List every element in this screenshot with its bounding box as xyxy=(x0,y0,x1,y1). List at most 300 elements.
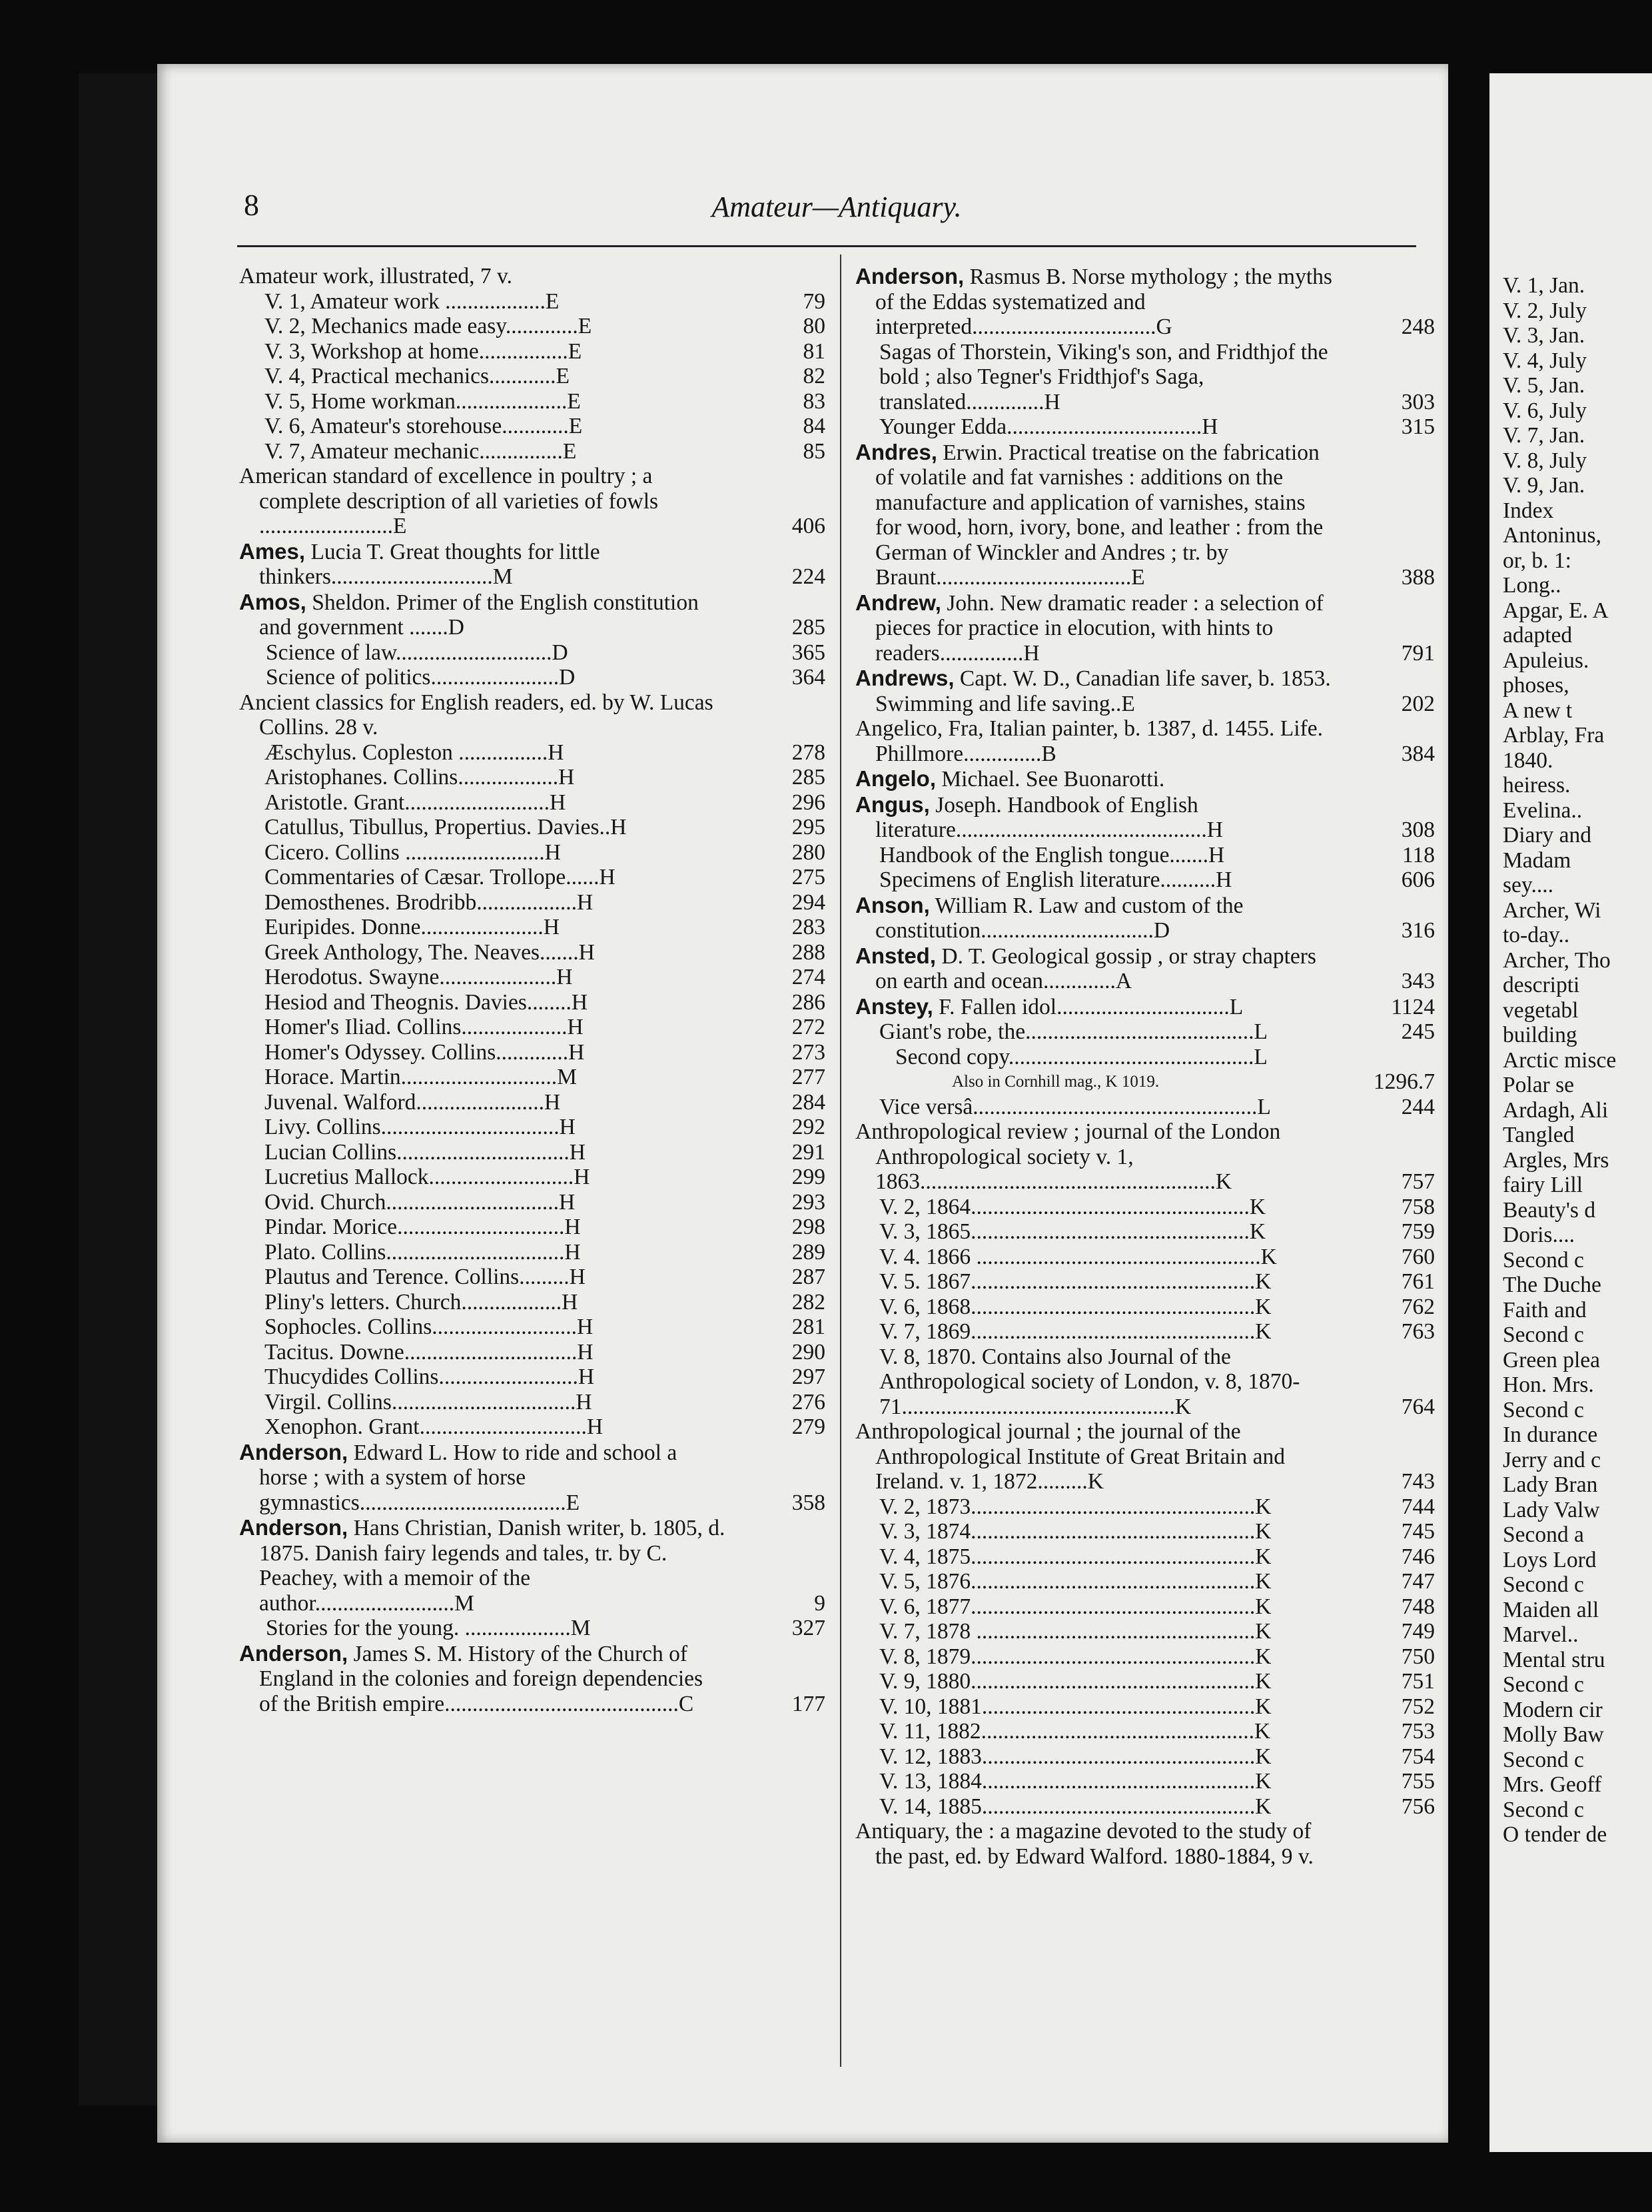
entry-text: D. T. Geological gossip , or stray chapters on earth and ocean.............A xyxy=(875,943,1316,993)
shelf-number: 272 xyxy=(791,1015,825,1039)
catalogue-entry xyxy=(855,943,1435,994)
entry-text: Thucydides Collins.........................H xyxy=(264,1365,595,1389)
shelf-number: 745 xyxy=(1401,1519,1435,1544)
catalogue-entry xyxy=(855,1295,1435,1320)
entry-text: Tacitus. Downe...............................H xyxy=(264,1339,594,1365)
facing-page-line: In durance xyxy=(1503,1422,1598,1447)
entry-text: Euripides. Donne......................H xyxy=(264,915,560,939)
entry-text: Capt. W. D., Canadian life saver, b. 1853. Swimming and life saving..E xyxy=(875,666,1331,716)
catalogue-entry xyxy=(855,1219,1435,1245)
entry-text: V. 5, Home workman....................E xyxy=(264,388,581,414)
entry-author: Anderson, xyxy=(239,1515,348,1540)
entry-text: V. 6, Amateur's storehouse............E xyxy=(264,414,583,438)
catalogue-entry xyxy=(239,414,825,439)
facing-page-line: Modern cir xyxy=(1503,1697,1603,1722)
shelf-number: 343 xyxy=(1401,969,1435,993)
shelf-number: 751 xyxy=(1401,1669,1435,1694)
entry-text: Homer's Iliad. Collins...................H xyxy=(264,1015,584,1039)
entry-author: Anderson, xyxy=(239,1640,348,1666)
shelf-number: 274 xyxy=(791,965,825,989)
shelf-number: 606 xyxy=(1401,867,1435,892)
facing-page-line: Loys Lord xyxy=(1503,1547,1597,1572)
facing-page-line: vegetabl xyxy=(1503,997,1579,1023)
shelf-number: 365 xyxy=(791,640,825,665)
catalogue-entry xyxy=(239,1414,825,1440)
shelf-number: 316 xyxy=(1401,918,1435,943)
entry-text: Commentaries of Cæsar. Trollope......H xyxy=(264,865,616,889)
facing-page-line: Evelina.. xyxy=(1503,798,1583,823)
facing-page-line: Faith and xyxy=(1503,1297,1587,1323)
shelf-number: 761 xyxy=(1401,1269,1435,1294)
shelf-number: 286 xyxy=(791,989,825,1015)
catalogue-entry xyxy=(239,840,825,865)
shelf-number: 292 xyxy=(791,1115,825,1139)
catalogue-entry xyxy=(855,1519,1435,1544)
entry-text: Pindar. Morice..............................H xyxy=(264,1215,581,1239)
catalogue-entry xyxy=(239,539,825,590)
entry-text: Anthropological journal ; the journal of the Anthropological Institute of Great Britain and Ireland. v. 1, 1872.........K xyxy=(855,1419,1285,1494)
shelf-number: 282 xyxy=(791,1289,825,1315)
facing-page-line: Mental stru xyxy=(1503,1647,1605,1672)
facing-page-line: Lady Bran xyxy=(1503,1472,1598,1497)
catalogue-entry xyxy=(855,1619,1435,1644)
entry-text: V. 12, 1883.................................................K xyxy=(879,1744,1272,1769)
entry-text: Aristotle. Grant..........................H xyxy=(264,790,566,815)
shelf-number: 752 xyxy=(1401,1694,1435,1719)
entry-text: V. 3, 1874...................................................K xyxy=(879,1519,1272,1544)
shelf-number: 749 xyxy=(1401,1619,1435,1644)
entry-text: Michael. See Buonarotti. xyxy=(936,767,1165,792)
shelf-number: 289 xyxy=(791,1239,825,1265)
shelf-number: 275 xyxy=(791,865,825,889)
entry-text: V. 4, 1875...................................................K xyxy=(879,1544,1272,1569)
catalogue-entry xyxy=(855,1345,1435,1420)
catalogue-entry xyxy=(239,1140,825,1165)
facing-page-line: Jerry and c xyxy=(1503,1447,1601,1472)
facing-page-line: Apuleius. xyxy=(1503,648,1589,673)
facing-page-line: phoses, xyxy=(1503,673,1569,698)
facing-page-line: or, b. 1: xyxy=(1503,548,1571,573)
entry-text: V. 2, Mechanics made easy.............E xyxy=(264,314,592,338)
catalogue-entry xyxy=(855,1644,1435,1670)
entry-text: V. 2, 1873...................................................K xyxy=(879,1494,1272,1519)
facing-page-line: V. 1, Jan. xyxy=(1503,273,1585,298)
facing-page-line: Second c xyxy=(1503,1747,1584,1772)
catalogue-entry xyxy=(239,439,825,464)
catalogue-entry xyxy=(239,364,825,389)
facing-page-line: 1840. xyxy=(1503,748,1553,773)
shelf-number: 80 xyxy=(803,314,825,338)
shelf-number: 83 xyxy=(803,388,825,414)
catalogue-entry xyxy=(855,893,1435,943)
facing-page-line: Polar se xyxy=(1503,1073,1574,1097)
shelf-number: 757 xyxy=(1401,1169,1435,1194)
facing-page-line: Argles, Mrs xyxy=(1503,1147,1609,1173)
catalogue-entry xyxy=(239,1315,825,1340)
entry-text: Younger Edda...................................H xyxy=(879,414,1218,439)
entry-text: Stories for the young. ...................M xyxy=(266,1616,591,1640)
catalogue-entry xyxy=(855,1769,1435,1794)
shelf-number: 118 xyxy=(1402,842,1435,867)
catalogue-entry xyxy=(239,865,825,890)
catalogue-entry xyxy=(239,1440,825,1516)
entry-author: Angelo, xyxy=(855,766,936,791)
entry-text: V. 8, 1879...................................................K xyxy=(879,1644,1272,1669)
facing-page-line: V. 7, Jan. xyxy=(1503,423,1585,448)
shelf-number: 290 xyxy=(791,1339,825,1365)
facing-page-column xyxy=(1503,273,1652,1848)
shelf-number: 763 xyxy=(1401,1319,1435,1344)
shelf-number: 756 xyxy=(1401,1794,1435,1819)
catalogue-entry xyxy=(239,1165,825,1190)
entry-text: Homer's Odyssey. Collins.............H xyxy=(264,1039,585,1065)
entry-text: Anthropological review ; journal of the London Anthropological society v. 1, 1863.....................................................K xyxy=(855,1119,1281,1194)
facing-page-line: V. 8, July xyxy=(1503,448,1587,473)
facing-page-line: Second c xyxy=(1503,1572,1584,1597)
entry-author: Ames, xyxy=(239,538,306,564)
entry-text: V. 6, 1868...................................................K xyxy=(879,1294,1272,1319)
catalogue-entry xyxy=(855,1669,1435,1694)
shelf-number: 224 xyxy=(791,564,825,589)
catalogue-entry xyxy=(855,1095,1435,1120)
entry-note: Also in Cornhill mag., K 1019. xyxy=(952,1073,1160,1091)
entry-author: Anson, xyxy=(855,892,930,917)
entry-author: Anderson, xyxy=(239,1439,348,1464)
catalogue-entry xyxy=(239,1616,825,1641)
entry-text: Plato. Collins................................H xyxy=(264,1239,581,1265)
entry-text: Virgil. Collins.................................H xyxy=(264,1389,592,1414)
catalogue-entry xyxy=(239,1641,825,1717)
shelf-number: 384 xyxy=(1401,741,1435,766)
shelf-number: 748 xyxy=(1401,1594,1435,1619)
shelf-number: 177 xyxy=(791,1691,825,1716)
facing-page-line: V. 4, July xyxy=(1503,348,1587,373)
facing-page-line: Madam xyxy=(1503,847,1571,873)
entry-author: Anstey, xyxy=(855,993,933,1019)
shelf-number: 744 xyxy=(1401,1494,1435,1519)
entry-text: Specimens of English literature..........H xyxy=(879,867,1232,892)
entry-author: Andrew, xyxy=(855,590,941,615)
facing-page-line: Marvel.. xyxy=(1503,1622,1579,1647)
right-column xyxy=(855,264,1435,1869)
running-title: Amateur—Antiquary. xyxy=(711,191,962,223)
catalogue-entry xyxy=(855,1119,1435,1195)
catalogue-entry xyxy=(239,1090,825,1115)
entry-text: Rasmus B. Norse mythology ; the myths of the Eddas systematized and interpreted.................................G xyxy=(875,265,1332,339)
entry-author: Andrews, xyxy=(855,666,955,690)
entry-text: Aristophanes. Collins..................H xyxy=(264,765,575,790)
catalogue-entry xyxy=(239,790,825,816)
catalogue-entry xyxy=(239,990,825,1015)
catalogue-entry xyxy=(855,1319,1435,1345)
facing-page-line: Archer, Tho xyxy=(1503,947,1611,973)
catalogue-entry xyxy=(855,1544,1435,1570)
entry-text: Sagas of Thorstein, Viking's son, and Fridthjof the bold ; also Tegner's Fridthjof's Saga, translated..............H xyxy=(879,339,1328,414)
entry-author: Angus, xyxy=(855,792,930,817)
catalogue-entry xyxy=(239,1365,825,1390)
entry-text: V. 9, 1880...................................................K xyxy=(879,1669,1272,1694)
entry-text: Cicero. Collins .........................H xyxy=(264,839,561,865)
entry-text: Livy. Collins................................H xyxy=(264,1115,576,1139)
entry-text: Xenophon. Grant..............................H xyxy=(264,1414,604,1439)
catalogue-entry xyxy=(239,815,825,840)
shelf-number: 758 xyxy=(1401,1194,1435,1219)
catalogue-entry xyxy=(239,1065,825,1090)
entry-text: V. 5, 1876...................................................K xyxy=(879,1569,1272,1594)
shelf-number: 764 xyxy=(1401,1394,1435,1419)
facing-page-line: A new t xyxy=(1503,698,1573,723)
catalogue-entry xyxy=(855,1719,1435,1744)
entry-text: V. 7, 1878 ..................................................K xyxy=(879,1619,1272,1644)
catalogue-entry xyxy=(239,1340,825,1365)
entry-text: Ovid. Church...............................H xyxy=(264,1189,576,1215)
catalogue-entry xyxy=(239,314,825,339)
catalogue-entry xyxy=(855,1494,1435,1520)
catalogue-entry xyxy=(855,867,1435,893)
entry-text: American standard of excellence in poultry ; a complete description of all varieties of fowls ........................E xyxy=(239,464,659,538)
entry-text: Plautus and Terence. Collins.........H xyxy=(264,1265,586,1289)
entry-text: Science of politics.......................D xyxy=(266,665,576,690)
shelf-number: 202 xyxy=(1401,691,1435,716)
entry-text: Demosthenes. Brodribb..................H xyxy=(264,889,594,915)
entry-text: Sheldon. Primer of the English constitution and government .......D xyxy=(259,590,699,640)
entry-text: V. 3, 1865..................................................K xyxy=(879,1219,1266,1244)
facing-page-line: Beauty's d xyxy=(1503,1197,1596,1223)
catalogue-entry xyxy=(239,940,825,965)
shelf-number: 762 xyxy=(1401,1294,1435,1319)
catalogue-entry xyxy=(239,464,825,539)
shelf-number: 284 xyxy=(791,1089,825,1115)
shelf-number: 82 xyxy=(803,364,825,388)
catalogue-entry xyxy=(855,1045,1435,1095)
entry-author: Anderson, xyxy=(855,264,965,288)
entry-text: Hans Christian, Danish writer, b. 1805, d. 1875. Danish fairy legends and tales, tr. by C. Peachey, with a memoir of the author.........................M xyxy=(259,1516,725,1616)
entry-text: James S. M. History of the Church of England in the colonies and foreign dependencies of the British empire..........................................C xyxy=(259,1641,703,1716)
shelf-number: 281 xyxy=(791,1315,825,1339)
catalogue-entry xyxy=(239,1115,825,1140)
shelf-number: 296 xyxy=(791,790,825,815)
shelf-number: 293 xyxy=(791,1189,825,1215)
shelf-number: 303 xyxy=(1401,389,1435,414)
shelf-number: 746 xyxy=(1401,1544,1435,1569)
shelf-number: 750 xyxy=(1401,1644,1435,1669)
shelf-number: 244 xyxy=(1401,1094,1435,1119)
catalogue-entry xyxy=(855,264,1435,340)
shelf-number: 288 xyxy=(791,939,825,965)
catalogue-entry xyxy=(239,890,825,915)
entry-text: Joseph. Handbook of English literature.............................................H xyxy=(875,792,1223,842)
entry-text: Pliny's letters. Church..................H xyxy=(264,1289,578,1315)
entry-text: Æschylus. Copleston ................H xyxy=(264,740,564,765)
entry-text: V. 7, 1869...................................................K xyxy=(879,1319,1272,1344)
entry-text: Lucian Collins...............................H xyxy=(264,1139,586,1165)
facing-page-line: V. 9, Jan. xyxy=(1503,473,1585,498)
catalogue-entry xyxy=(855,590,1435,666)
entry-author: Ansted, xyxy=(855,943,937,968)
shelf-number: 294 xyxy=(791,889,825,915)
entry-text: V. 6, 1877...................................................K xyxy=(879,1594,1272,1619)
page-header xyxy=(244,187,1430,241)
shelf-number: 277 xyxy=(791,1065,825,1089)
entry-text: Sophocles. Collins..........................H xyxy=(264,1315,594,1339)
facing-page-line: Maiden all xyxy=(1503,1597,1599,1622)
entry-text: V. 13, 1884.................................................K xyxy=(879,1769,1272,1794)
entry-text: Juvenal. Walford.......................H xyxy=(264,1089,561,1115)
shelf-number: 388 xyxy=(1401,565,1435,590)
shelf-number: 759 xyxy=(1401,1219,1435,1244)
catalogue-entry xyxy=(855,1694,1435,1720)
facing-page-line: Antoninus, xyxy=(1503,523,1601,548)
shelf-number: 753 xyxy=(1401,1719,1435,1744)
shelf-number: 291 xyxy=(791,1139,825,1165)
catalogue-entry xyxy=(855,1419,1435,1494)
shelf-number: 285 xyxy=(791,765,825,790)
catalogue-entry xyxy=(239,339,825,364)
facing-page-line: The Duche xyxy=(1503,1273,1601,1297)
entry-text: Vice versâ...................................................L xyxy=(879,1094,1271,1119)
shelf-number: 273 xyxy=(791,1039,825,1065)
entry-text: V. 2, 1864..................................................K xyxy=(879,1194,1266,1219)
entry-text: Hesiod and Theognis. Davies........H xyxy=(264,989,588,1015)
catalogue-entry xyxy=(855,1269,1435,1295)
shelf-number: 276 xyxy=(791,1389,825,1414)
catalogue-entry xyxy=(239,1515,825,1616)
facing-page-line: Arctic misce xyxy=(1503,1047,1617,1073)
catalogue-entry xyxy=(239,765,825,790)
facing-page-line: V. 5, Jan. xyxy=(1503,373,1585,398)
catalogue-entry xyxy=(855,1245,1435,1270)
catalogue-entry xyxy=(239,665,825,690)
shelf-number: 743 xyxy=(1401,1469,1435,1494)
catalogue-entry xyxy=(855,1819,1435,1869)
catalogue-entry xyxy=(239,690,825,740)
entry-text: V. 11, 1882.................................................K xyxy=(879,1719,1271,1744)
catalogue-entry xyxy=(239,1290,825,1315)
entry-text: Angelico, Fra, Italian painter, b. 1387, d. 1455. Life. Phillmore..............B xyxy=(855,716,1323,766)
facing-page-line: Mrs. Geoff xyxy=(1503,1772,1602,1797)
facing-page-line: fairy Lill xyxy=(1503,1173,1583,1197)
entry-author: Andres, xyxy=(855,439,937,464)
shelf-number: 364 xyxy=(791,665,825,690)
facing-page-line: V. 3, Jan. xyxy=(1503,323,1585,348)
facing-page-line: Second c xyxy=(1503,1323,1584,1347)
shelf-number: 299 xyxy=(791,1165,825,1189)
facing-page-line: Doris.... xyxy=(1503,1223,1575,1247)
shelf-number: 760 xyxy=(1401,1244,1435,1269)
entry-text: William R. Law and custom of the constitution...............................D xyxy=(875,893,1244,943)
shelf-number: 755 xyxy=(1401,1769,1435,1794)
entry-text: Second copy............................................L xyxy=(895,1044,1268,1069)
shelf-number: 298 xyxy=(791,1215,825,1239)
facing-page-line: Second c xyxy=(1503,1672,1584,1697)
facing-page-line: Second c xyxy=(1503,1247,1584,1273)
shelf-number: 84 xyxy=(803,414,825,438)
catalogue-entry xyxy=(855,666,1435,716)
entry-text: V. 1, Amateur work ..................E xyxy=(264,288,560,314)
catalogue-entry xyxy=(855,340,1435,415)
catalogue-entry xyxy=(239,1215,825,1240)
facing-page-line: Lady Valw xyxy=(1503,1497,1600,1522)
entry-text: Catullus, Tibullus, Propertius. Davies..H xyxy=(264,815,627,839)
facing-page-line: Ardagh, Ali xyxy=(1503,1097,1609,1123)
facing-page-line: heiress. xyxy=(1503,773,1571,798)
catalogue-entry xyxy=(855,414,1435,440)
book-spine xyxy=(79,73,161,2105)
shelf-number: 297 xyxy=(791,1365,825,1389)
facing-page-line: O tender de xyxy=(1503,1822,1607,1847)
shelf-number: 248 xyxy=(1401,314,1435,339)
shelf-number: 9 xyxy=(814,1590,825,1616)
shelf-number: 85 xyxy=(803,438,825,464)
catalogue-entry xyxy=(855,766,1435,792)
shelf-number: 79 xyxy=(803,288,825,314)
shelf-number: 285 xyxy=(791,615,825,640)
facing-page-line: Tangled xyxy=(1503,1123,1575,1147)
catalogue-entry xyxy=(239,1040,825,1065)
catalogue-entry xyxy=(239,1240,825,1265)
entry-text: Antiquary, the : a magazine devoted to the study of the past, ed. by Edward Walford. 1880-1884, 9 v. xyxy=(855,1819,1314,1869)
shelf-number: 245 xyxy=(1401,1019,1435,1044)
facing-page-line: sey.... xyxy=(1503,873,1553,897)
header-rule xyxy=(237,245,1416,247)
entry-text: Lucia T. Great thoughts for little thinkers.............................M xyxy=(259,539,600,589)
entry-text: V. 10, 1881.................................................K xyxy=(879,1694,1272,1719)
entry-text: Greek Anthology, The. Neaves.......H xyxy=(264,939,595,965)
shelf-number: 315 xyxy=(1401,414,1435,439)
catalogue-entry xyxy=(239,965,825,990)
entry-text: Horace. Martin............................M xyxy=(264,1065,577,1089)
catalogue-entry xyxy=(855,1019,1435,1045)
shelf-number: 81 xyxy=(803,338,825,364)
entry-text: V. 4. 1866 ...................................................K xyxy=(879,1244,1277,1269)
shelf-number: 358 xyxy=(791,1490,825,1515)
shelf-number: 279 xyxy=(791,1414,825,1439)
shelf-number: 283 xyxy=(791,915,825,939)
catalogue-entry xyxy=(855,716,1435,766)
shelf-number: 754 xyxy=(1401,1744,1435,1769)
facing-page-line: Molly Baw xyxy=(1503,1722,1604,1747)
catalogue-entry xyxy=(239,1015,825,1040)
catalogue-entry xyxy=(239,389,825,414)
facing-page-line: Hon. Mrs. xyxy=(1503,1373,1594,1397)
entry-text: F. Fallen idol...............................L xyxy=(933,994,1244,1019)
entry-text: Giant's robe, the.........................................L xyxy=(879,1019,1268,1044)
entry-text: Herodotus. Swayne.....................H xyxy=(264,965,573,989)
catalogue-entry xyxy=(239,289,825,314)
shelf-number: 327 xyxy=(791,1616,825,1640)
catalogue-entry xyxy=(855,1569,1435,1594)
facing-page-line: V. 6, July xyxy=(1503,398,1587,423)
entry-text: V. 7, Amateur mechanic...............E xyxy=(264,438,577,464)
catalogue-entry xyxy=(855,994,1435,1020)
shelf-number: 287 xyxy=(791,1265,825,1289)
catalogue-page xyxy=(157,64,1448,2143)
entry-text: V. 14, 1885.................................................K xyxy=(879,1794,1272,1819)
entry-text: Erwin. Practical treatise on the fabrication of volatile and fat varnishes : additions on the manufacture and application of varnishes, stains for wood, horn, ivory, bone, and leather : from the German of Winckler and Andres ; tr. by Braunt...................................E xyxy=(875,440,1324,590)
shelf-number: 747 xyxy=(1401,1569,1435,1594)
shelf-number: 406 xyxy=(791,514,825,538)
catalogue-entry xyxy=(239,1190,825,1215)
catalogue-entry xyxy=(239,740,825,766)
column-divider xyxy=(840,255,841,2067)
catalogue-entry xyxy=(239,915,825,940)
shelf-number: 791 xyxy=(1401,640,1435,666)
catalogue-entry xyxy=(855,1744,1435,1770)
catalogue-entry xyxy=(855,1195,1435,1220)
facing-page-line: Second a xyxy=(1503,1522,1584,1547)
catalogue-entry xyxy=(855,792,1435,843)
facing-page-line: Second c xyxy=(1503,1797,1584,1822)
